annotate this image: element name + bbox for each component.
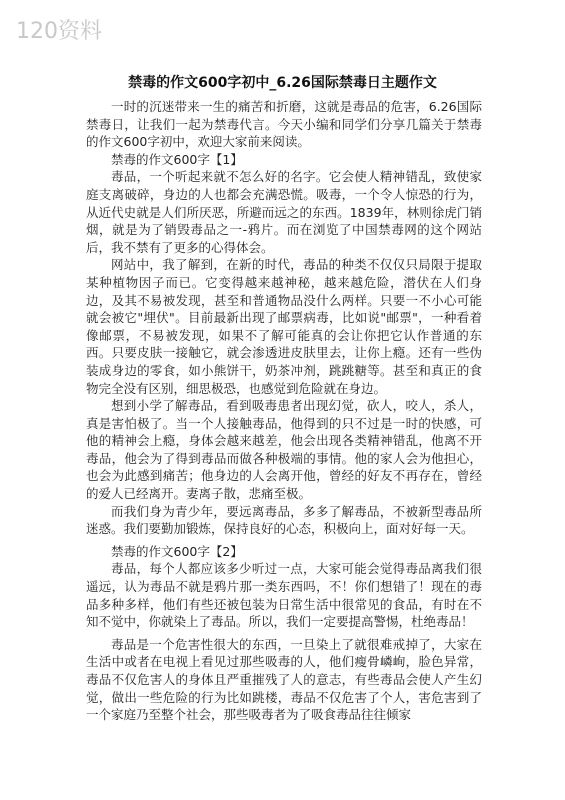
intro-paragraph: 一时的沉迷带来一生的痛苦和折磨，这就是毒品的危害，6.26国际禁毒日，让我们一起为禁毒代言。今天小编和同学们分享几篇关于禁毒的作文600字初中，欢迎大家前来阅读。 [86, 99, 482, 150]
body-paragraph: 想到小学了解毒品，看到吸毒患者出现幻觉，砍人，咬人，杀人，真是害怕极了。当一个人接触毒品，他得到的只不过是一时的快感，可他的精神会上瘾，身体会越来越差，他会出现各类精神错乱，他离不开毒品，他会为了得到毒品而做各种极端的事情。他的家人会为他担心，也会为此感到痛苦；他身边的人会离开他，曾经的好友不再存在，曾经的爱人已经离开。妻离子散，悲痛至极。 [86, 398, 482, 502]
body-paragraph: 毒品是一个危害性很大的东西，一旦染上了就很难戒掉了，大家在生活中或者在电视上看见过那些吸毒的人，他们瘦骨嶙峋，脸色异常，毒品不仅危害人的身体且严重摧残了人的意志，有些毒品会使人产生幻觉，做出一些危险的行为比如跳楼，毒品不仅危害了个人，害危害到了一个家庭乃至整个社会，那些吸毒者为了吸食毒品往往倾家 [86, 636, 482, 723]
body-paragraph: 网站中，我了解到，在新的时代，毒品的种类不仅仅只局限于提取某种植物因子而已。它变得越来越神秘，越来越危险，潜伏在人们身边，及其不易被发现，甚至和普通物品没什么两样。只要一不小心可能就会被它"埋伏"。目前最新出现了邮票病毒，比如说"邮票"，一种看着像邮票，不易被发现，如果不了解可能真的会让你把它认作普通的东西。只要皮肤一接触它，就会渗透进皮肤里去，让你上瘾。还有一些伪装成身边的零食，如小熊饼干，奶茶冲剂，跳跳糖等。甚至和真正的食物完全没有区别，细思极恐，也感觉到危险就在身边。 [86, 257, 482, 396]
section-heading-1: 禁毒的作文600字【1】 [111, 151, 243, 167]
watermark: 120资料 [16, 19, 102, 44]
page-title: 禁毒的作文600字初中_6.26国际禁毒日主题作文 [128, 75, 437, 91]
body-paragraph: 毒品，一个听起来就不怎么好的名字。它会使人精神错乱，致使家庭支离破碎，身边的人也都会充满恐慌。吸毒，一个令人惊恐的行为，从近代史就是人们所厌恶，所避而远之的东西。1839年，林则徐虎门销烟，就是为了销毁毒品之一-鸦片。而在浏览了中国禁毒网的这个网站后，我不禁有了更多的心得体会。 [86, 169, 482, 255]
body-paragraph: 而我们身为青少年，要远离毒品，多多了解毒品，不被新型毒品所迷惑。我们要勤加锻炼，保持良好的心态，积极向上，面对好每一天。 [86, 503, 482, 537]
section-heading-2: 禁毒的作文600字【2】 [111, 543, 243, 559]
document-body [86, 98, 482, 724]
body-paragraph: 毒品，每个人都应该多少听过一点，大家可能会觉得毒品离我们很遥远，认为毒品不就是鸦片那一类东西吗，不！你们想错了！现在的毒品多种多样，他们有些还被包装为日常生活中很常见的食品，有时在不知不觉中，你就染上了毒品。所以，我们一定要提高警惕，杜绝毒品！ [86, 561, 482, 630]
